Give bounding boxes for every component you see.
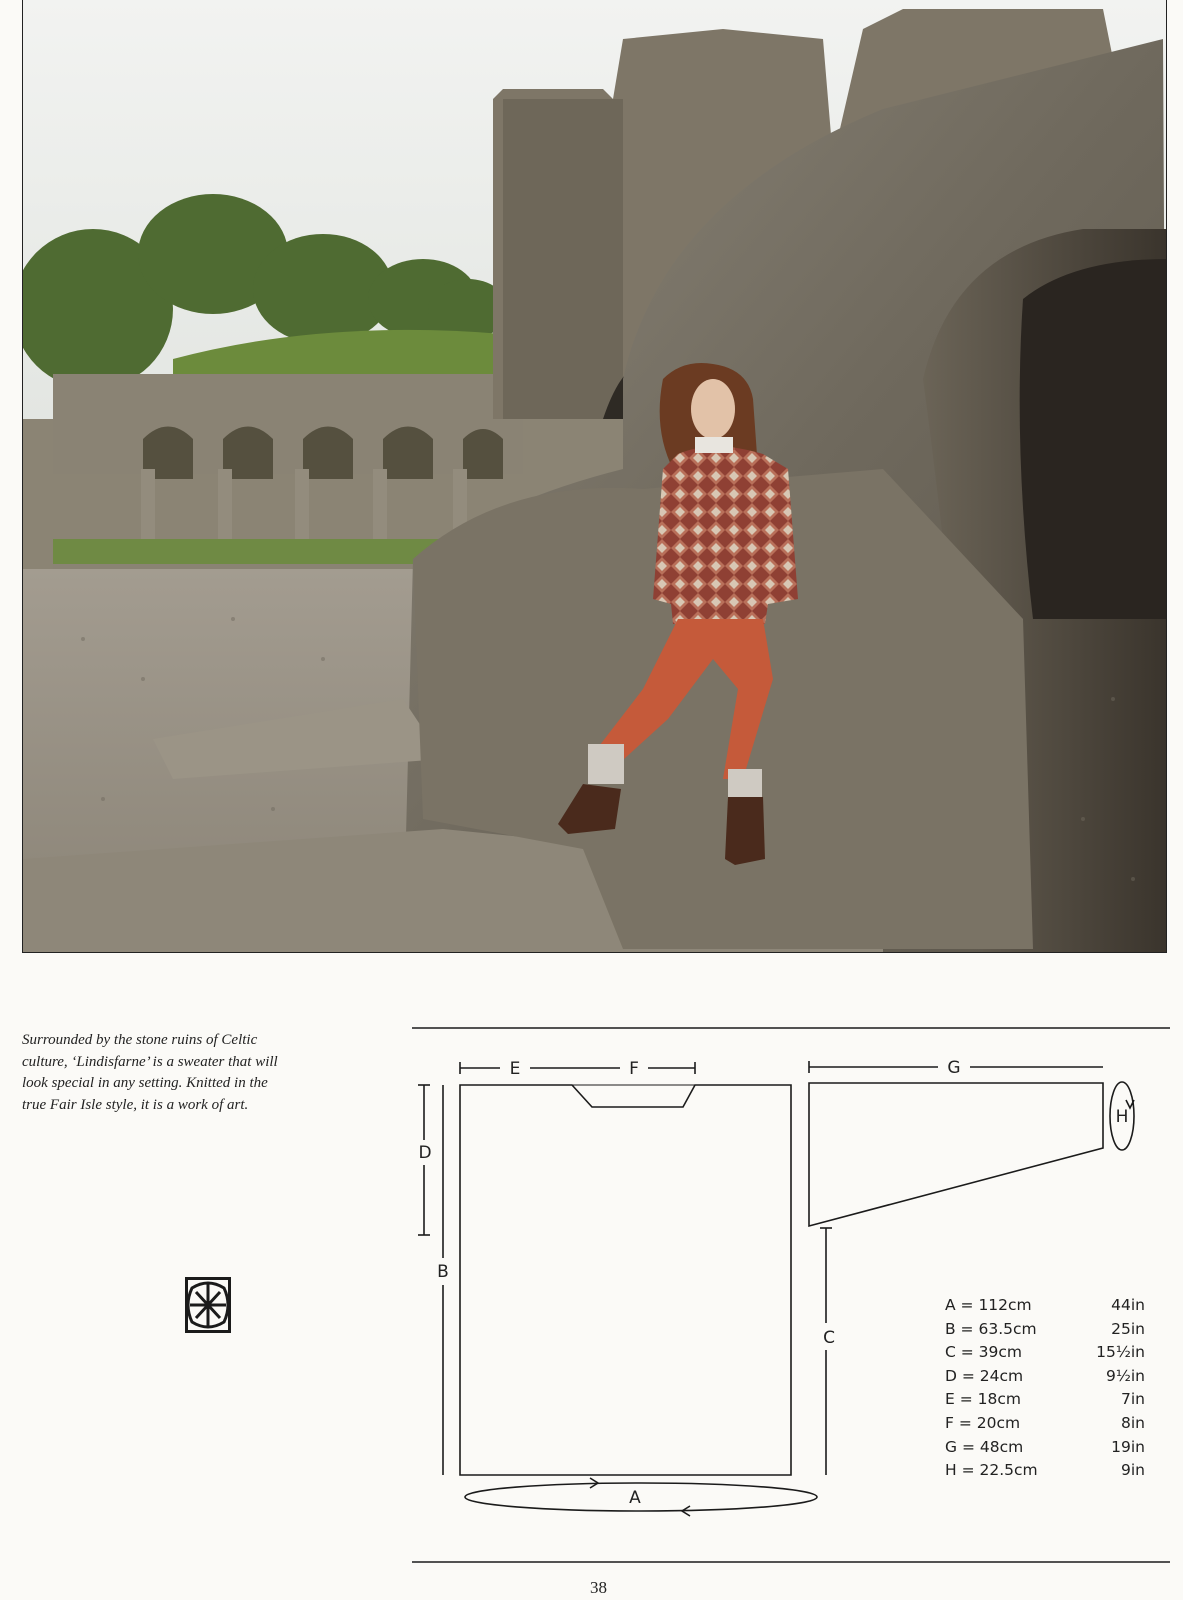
label-h: H [1115, 1107, 1129, 1127]
photo-caption [22, 1030, 372, 1116]
label-f: F [629, 1059, 639, 1079]
measurement-in: 9in [1121, 1461, 1145, 1480]
measurement-in: 15½in [1096, 1343, 1145, 1362]
measurement-cm: G = 48cm [945, 1437, 1024, 1456]
label-c: C [823, 1328, 835, 1348]
caption-line: true Fair Isle style, it is a work of art. [22, 1096, 249, 1113]
measurement-cm: A = 112cm [945, 1296, 1032, 1314]
label-d: D [418, 1143, 432, 1163]
celtic-knot-icon [184, 1276, 232, 1334]
measurement-in: 19in [1111, 1437, 1145, 1456]
label-g: G [947, 1058, 961, 1078]
measurement-in: 44in [1111, 1296, 1145, 1314]
page-number: 38 [590, 1578, 607, 1597]
measurement-cm: B = 63.5cm [945, 1319, 1037, 1338]
measurement-in: 9½in [1105, 1366, 1145, 1385]
measurement-in: 7in [1121, 1390, 1145, 1409]
measurement-cm: H = 22.5cm [945, 1461, 1038, 1480]
label-e: E [509, 1059, 521, 1079]
measurement-cm: D = 24cm [945, 1366, 1024, 1385]
measurement-in: 8in [1121, 1413, 1145, 1432]
measurement-cm: E = 18cm [945, 1390, 1021, 1409]
caption-line: look special in any setting. Knitted in the [22, 1075, 268, 1091]
measurement-cm: C = 39cm [945, 1343, 1023, 1362]
measurement-row [945, 1388, 1145, 1412]
measurement-row [945, 1412, 1145, 1436]
measurement-row [945, 1294, 1145, 1318]
measurement-row [945, 1318, 1145, 1342]
measurement-row [945, 1436, 1145, 1460]
ruins-photo [22, 0, 1167, 953]
measurement-row [945, 1459, 1145, 1483]
measurement-in: 25in [1111, 1319, 1145, 1338]
label-a: A [629, 1488, 641, 1508]
body-piece [460, 1085, 791, 1475]
measurement-row [945, 1365, 1145, 1389]
caption-line: Surrounded by the stone ruins of Celtic [22, 1032, 258, 1048]
caption-line: culture, ‘Lindisfarne’ is a sweater that will [22, 1053, 278, 1070]
measurement-cm: F = 20cm [945, 1413, 1021, 1432]
measurement-row [945, 1341, 1145, 1365]
label-b: B [437, 1262, 449, 1282]
sleeve-piece [809, 1083, 1103, 1226]
measurements-table [945, 1294, 1145, 1483]
